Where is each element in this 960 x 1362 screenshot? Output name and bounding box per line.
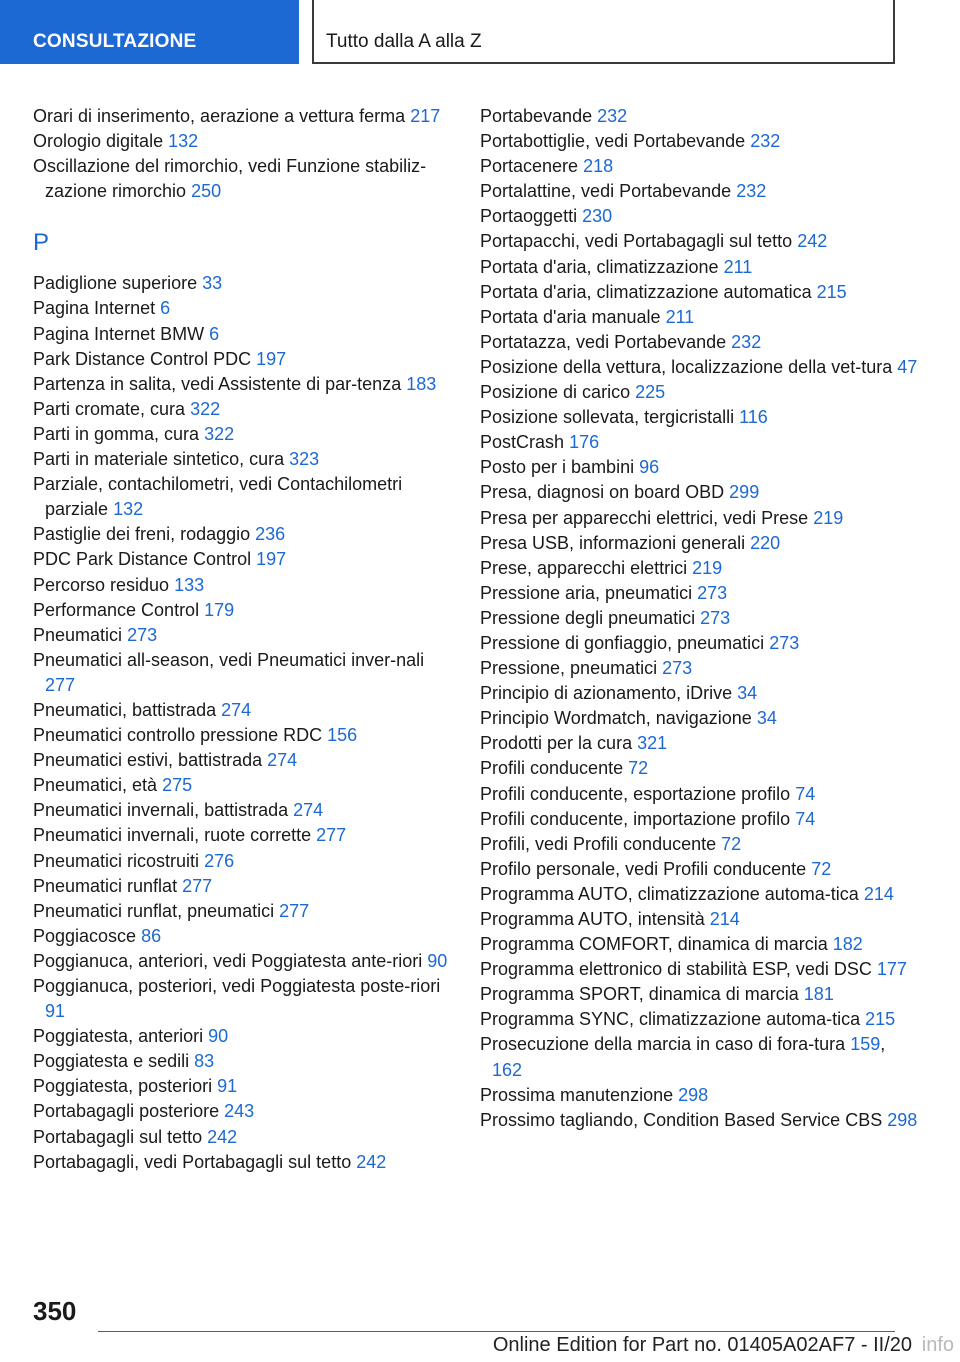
index-entry-text: Pneumatici, battistrada <box>33 699 217 720</box>
page-reference-link[interactable]: 273 <box>700 607 731 628</box>
index-entry <box>480 405 920 430</box>
index-entry-text: Parti cromate, cura <box>33 398 186 419</box>
index-entry-text: Portapacchi, vedi Portabagagli sul tetto <box>480 231 793 252</box>
index-entry-text: Poggiatesta, anteriori <box>33 1026 204 1047</box>
index-entry <box>33 322 458 347</box>
page-reference-link[interactable]: 183 <box>406 373 437 394</box>
page-reference-link[interactable]: 274 <box>293 800 324 821</box>
index-entry <box>33 422 458 447</box>
index-entry-text: Pneumatici invernali, ruote corrette <box>33 825 312 846</box>
index-entry <box>480 104 920 129</box>
index-entry-text: Profili conducente, esportazione profilo <box>480 783 791 804</box>
page-reference-link[interactable]: 243 <box>224 1101 255 1122</box>
page-reference-link[interactable]: 162 <box>492 1059 523 1080</box>
page-reference-link[interactable]: 182 <box>832 934 863 955</box>
index-entry <box>33 1024 458 1049</box>
page-reference-link[interactable]: 275 <box>162 775 193 796</box>
index-entry <box>33 547 458 572</box>
index-entry-text: Parti in materiale sintetico, cura <box>33 449 285 470</box>
index-entry <box>33 1125 458 1150</box>
page-reference-link[interactable]: 116 <box>739 407 768 428</box>
index-entry <box>33 397 458 422</box>
index-entry-text: Pagina Internet <box>33 298 156 319</box>
index-entry-text: Programma elettronico di stabilità ESP, vedi DSC <box>480 959 872 980</box>
index-entry-text: Padiglione superiore <box>33 273 198 294</box>
index-entry-text: Presa USB, informazioni generali <box>480 532 746 553</box>
index-entry-text: Portabottiglie, vedi Portabevande <box>480 131 746 152</box>
index-entry-text: Portabevande <box>480 106 593 126</box>
index-entry <box>33 949 458 974</box>
index-entry-text: Prese, apparecchi elettrici <box>480 557 688 578</box>
index-entry <box>480 506 920 531</box>
index-entry-text: Portatazza, vedi Portabevande <box>480 331 727 352</box>
index-entry-text: Profili conducente, importazione profilo <box>480 808 791 829</box>
index-entry <box>480 430 920 455</box>
page-reference-link[interactable]: 323 <box>289 449 320 470</box>
page-reference-link[interactable]: 133 <box>174 574 205 595</box>
index-entry-text: Pressione di gonfiaggio, pneumatici <box>480 632 765 653</box>
index-entry <box>480 656 920 681</box>
page-reference-link[interactable]: 217 <box>410 106 441 126</box>
index-entry-text: Pastiglie dei freni, rodaggio <box>33 524 251 545</box>
index-entry <box>480 681 920 706</box>
index-entry-text: Pneumatici estivi, battistrada <box>33 750 263 771</box>
index-entry <box>33 129 458 154</box>
page-reference-link[interactable]: 197 <box>256 549 287 570</box>
index-entry-text: Percorso residuo <box>33 574 170 595</box>
index-entry <box>33 623 458 648</box>
page-reference-link[interactable]: 132 <box>168 131 199 152</box>
page-reference-link[interactable]: 321 <box>637 733 668 754</box>
index-entry-text: Portabagagli sul tetto <box>33 1126 203 1147</box>
index-entry <box>33 1049 458 1074</box>
index-entry <box>480 631 920 656</box>
index-entry-text: Posizione sollevata, tergicristalli <box>480 407 735 428</box>
page-reference-link[interactable]: 242 <box>207 1126 238 1147</box>
page-reference-link[interactable]: 211 <box>723 256 753 277</box>
index-entry: Prosecuzione della marcia in caso di fora-tura 159, 162 <box>480 1034 886 1080</box>
index-entry <box>33 648 458 698</box>
page-reference-link[interactable]: 232 <box>736 181 767 202</box>
index-entry-text: Poggiacosce <box>33 925 137 946</box>
page-reference-link[interactable]: 215 <box>865 1009 896 1030</box>
page-reference-link[interactable]: 242 <box>356 1151 387 1172</box>
index-entry <box>480 581 920 606</box>
index-entry-text: Pneumatici invernali, battistrada <box>33 800 289 821</box>
index-entry <box>480 204 920 229</box>
page-reference-link[interactable]: 34 <box>756 708 777 729</box>
page-reference-link[interactable]: 91 <box>217 1076 238 1097</box>
page-reference-link[interactable]: 214 <box>863 883 894 904</box>
index-entry <box>480 982 920 1007</box>
page-reference-link[interactable]: 276 <box>204 850 235 871</box>
index-entry <box>33 472 458 522</box>
index-entry-text: Posto per i bambini <box>480 457 635 478</box>
page-reference-link[interactable]: 159 <box>850 1034 881 1055</box>
page-reference-link[interactable]: 322 <box>190 398 221 419</box>
index-entry-text: Principio Wordmatch, navigazione <box>480 708 752 729</box>
index-entry-text: Presa, diagnosi on board OBD <box>480 482 725 503</box>
index-entry-text: Programma AUTO, climatizzazione automa-tica <box>480 883 859 904</box>
index-entry <box>480 1083 920 1108</box>
index-entry <box>480 455 920 480</box>
footer-divider <box>98 1331 895 1332</box>
index-entry <box>480 154 920 179</box>
page-reference-link[interactable]: 83 <box>194 1051 215 1072</box>
watermark: info <box>921 1334 954 1356</box>
index-entry-text: Pagina Internet BMW <box>33 323 205 344</box>
page-reference-link[interactable]: 236 <box>255 524 286 545</box>
index-entry-text: Poggiatesta e sedili <box>33 1051 190 1072</box>
index-entry-text: Prossima manutenzione <box>480 1084 674 1105</box>
index-column-right <box>480 104 920 1133</box>
index-entry-text: Profili conducente <box>480 758 624 779</box>
index-entry <box>480 807 920 832</box>
page-reference-link[interactable]: 34 <box>737 683 758 704</box>
index-entry <box>480 756 920 781</box>
index-entry-text: Posizione della vettura, localizzazione della vet-tura <box>480 356 893 377</box>
edition-note: Online Edition for Part no. 01405A02AF7 - II/20 <box>492 1334 912 1356</box>
page-reference-link[interactable]: 197 <box>256 348 287 369</box>
index-entry-text: Pneumatici all-season, vedi Pneumatici inver-nali <box>33 649 425 670</box>
page-reference-link[interactable]: 277 <box>182 875 213 896</box>
page-reference-link[interactable]: 214 <box>709 909 740 929</box>
page-reference-link[interactable]: 90 <box>427 950 448 971</box>
page-reference-link[interactable]: 299 <box>729 482 760 503</box>
index-entry-text: Prosecuzione della marcia in caso di fora-tura <box>480 1034 846 1055</box>
index-entry-text: Pneumatici runflat <box>33 875 178 896</box>
index-entry-text: Poggianuca, anteriori, vedi Poggiatesta ante-riori <box>33 950 423 971</box>
index-entry-text: Poggiatesta, posteriori <box>33 1076 213 1097</box>
index-entry <box>33 823 458 848</box>
index-entry <box>480 330 920 355</box>
index-entry-text: Programma SYNC, climatizzazione automa-tica <box>480 1009 861 1030</box>
index-entry <box>480 932 920 957</box>
index-entry-text: Portacenere <box>480 156 579 177</box>
index-entry-text: Performance Control <box>33 599 200 620</box>
index-entry <box>33 522 458 547</box>
page-reference-link[interactable]: 6 <box>160 298 171 319</box>
index-entry-text: Portata d'aria, climatizzazione <box>480 256 719 277</box>
page-reference-link[interactable]: 132 <box>113 499 144 520</box>
index-entry-text: Programma AUTO, intensità <box>480 909 705 929</box>
page-reference-link[interactable]: 242 <box>797 231 828 252</box>
index-entry-text: PDC Park Distance Control <box>33 549 252 570</box>
index-entry-text: Orologio digitale <box>33 131 164 152</box>
index-entry <box>33 573 458 598</box>
page-reference-link[interactable]: 218 <box>583 156 614 177</box>
page-reference-link[interactable]: 156 <box>327 725 358 746</box>
page-reference-link[interactable]: 250 <box>191 181 222 202</box>
page-reference-link[interactable]: 6 <box>209 323 220 344</box>
page-reference-link[interactable]: 298 <box>887 1109 918 1130</box>
index-entry <box>33 154 458 204</box>
page-reference-link[interactable]: 219 <box>692 557 723 578</box>
index-entry-text: Principio di azionamento, iDrive <box>480 683 733 704</box>
page-reference-link[interactable]: 273 <box>697 582 728 603</box>
page-reference-link[interactable]: 273 <box>769 632 800 653</box>
index-entry-text: Profilo personale, vedi Profili conducente <box>480 858 807 879</box>
index-entry-text: Portaoggetti <box>480 206 578 227</box>
page-reference-link[interactable]: 322 <box>204 423 235 444</box>
index-entry-text: Programma COMFORT, dinamica di marcia <box>480 934 828 955</box>
index-entry-text: Pressione degli pneumatici <box>480 607 696 628</box>
index-entry-text: Posizione di carico <box>480 382 631 403</box>
index-entry <box>33 974 458 1024</box>
page-reference-link[interactable]: 72 <box>721 833 742 854</box>
index-entry-text: Portabagagli posteriore <box>33 1101 220 1122</box>
index-entry <box>480 857 920 882</box>
index-entry-text: Portalattine, vedi Portabevande <box>480 181 732 202</box>
page-reference-link[interactable]: 211 <box>665 306 695 327</box>
index-entry <box>480 355 920 380</box>
index-entry <box>480 957 920 982</box>
page-reference-link[interactable]: 47 <box>897 356 918 377</box>
page-reference-link[interactable]: 220 <box>750 532 781 553</box>
page-reference-link[interactable]: 230 <box>582 206 613 227</box>
page-reference-link[interactable]: 232 <box>750 131 781 152</box>
index-entry <box>480 280 920 305</box>
index-entry <box>480 882 920 907</box>
section-tab: CONSULTAZIONE <box>0 0 299 64</box>
index-entry <box>480 606 920 631</box>
page-reference-link[interactable]: 86 <box>141 925 162 946</box>
index-entry-text: Pneumatici <box>33 624 123 645</box>
index-entry-text: Parziale, contachilometri, vedi Contachilometri parziale <box>33 474 403 520</box>
index-entry-text: Prodotti per la cura <box>480 733 633 754</box>
index-entry-text: Portata d'aria manuale <box>480 306 661 327</box>
index-entry <box>33 874 458 899</box>
index-entry-text: Poggianuca, posteriori, vedi Poggiatesta poste-riori <box>33 976 441 996</box>
index-entry <box>480 556 920 581</box>
index-entry-text: Pneumatici controllo pressione RDC <box>33 725 323 746</box>
index-entry-text: Portata d'aria, climatizzazione automatica <box>480 281 812 302</box>
index-entry <box>480 782 920 807</box>
page-reference-link[interactable]: 232 <box>731 331 762 352</box>
index-entry <box>33 773 458 798</box>
page-reference-link[interactable]: 232 <box>597 106 628 126</box>
page-reference-link[interactable]: 274 <box>221 699 252 720</box>
page-reference-link[interactable]: 90 <box>208 1026 229 1047</box>
index-entry <box>480 255 920 280</box>
index-entry <box>33 924 458 949</box>
index-entry <box>33 899 458 924</box>
index-entry-text: Pressione, pneumatici <box>480 658 658 679</box>
index-entry <box>480 1007 920 1032</box>
index-entry <box>480 1108 920 1133</box>
index-entry <box>480 480 920 505</box>
index-entry <box>480 305 920 330</box>
index-entry <box>480 531 920 556</box>
index-entry <box>33 698 458 723</box>
index-entry-text: Presa per apparecchi elettrici, vedi Prese <box>480 507 809 528</box>
index-entry <box>33 849 458 874</box>
index-entry-text: Orari di inserimento, aerazione a vettura ferma <box>33 106 406 126</box>
index-entry <box>480 706 920 731</box>
page-reference-link[interactable]: 33 <box>202 273 223 294</box>
page-reference-link[interactable]: 74 <box>795 808 816 829</box>
index-entry-text: Pressione aria, pneumatici <box>480 582 693 603</box>
index-entry-text: Portabagagli, vedi Portabagagli sul tetto <box>33 1151 352 1172</box>
index-letter-heading: P <box>33 229 50 257</box>
index-entry <box>480 229 920 254</box>
index-entry-text: Pneumatici ricostruiti <box>33 850 200 871</box>
page-reference-link[interactable]: 225 <box>635 382 666 403</box>
index-column-left <box>33 104 458 1175</box>
page-reference-link[interactable]: 298 <box>678 1084 709 1105</box>
page-reference-link[interactable]: 219 <box>813 507 844 528</box>
index-entry-text: Park Distance Control PDC <box>33 348 252 369</box>
index-entry <box>33 1099 458 1124</box>
page-reference-link[interactable]: 96 <box>639 457 660 478</box>
index-entry-text: Prossimo tagliando, Condition Based Service CBS <box>480 1109 883 1130</box>
index-entry <box>480 832 920 857</box>
page-reference-link[interactable]: 176 <box>569 432 600 453</box>
page-reference-link[interactable]: 91 <box>45 1001 66 1022</box>
index-entry <box>33 447 458 472</box>
index-entry-text: Oscillazione del rimorchio, vedi Funzione stabiliz-zazione rimorchio <box>33 156 427 202</box>
index-entry-text: Pneumatici, età <box>33 775 158 796</box>
page-reference-link[interactable]: 273 <box>127 624 158 645</box>
index-entry <box>33 723 458 748</box>
index-entry <box>33 1074 458 1099</box>
page-reference-link[interactable]: 181 <box>803 984 834 1005</box>
page-reference-link[interactable]: 277 <box>316 825 347 846</box>
index-entry-text: Pneumatici runflat, pneumatici <box>33 900 275 921</box>
index-entry <box>480 731 920 756</box>
page-reference-link[interactable]: 273 <box>662 658 693 679</box>
page-reference-link[interactable]: 274 <box>267 750 298 771</box>
index-entry <box>33 748 458 773</box>
page-reference-link[interactable]: 215 <box>816 281 847 302</box>
index-entry <box>480 179 920 204</box>
index-entry-text: PostCrash <box>480 432 565 453</box>
page-reference-link[interactable]: 72 <box>628 758 649 779</box>
index-entry <box>480 380 920 405</box>
index-entry-text: Profili, vedi Profili conducente <box>480 833 717 854</box>
index-entry-text: Partenza in salita, vedi Assistente di par-tenza <box>33 373 402 394</box>
index-entry <box>33 347 458 372</box>
page-reference-link[interactable]: 74 <box>795 783 816 804</box>
index-entry <box>33 1150 458 1175</box>
index-entry <box>33 271 458 296</box>
index-entry <box>480 907 920 932</box>
page-reference-link[interactable]: 277 <box>279 900 310 921</box>
index-entry <box>480 129 920 154</box>
page-number: 350 <box>33 1296 77 1326</box>
page-reference-link[interactable]: 177 <box>876 959 907 980</box>
page-reference-link[interactable]: 277 <box>45 674 76 695</box>
page-reference-link[interactable]: 179 <box>204 599 235 620</box>
page-reference-link[interactable]: 72 <box>811 858 832 879</box>
index-entry <box>33 372 458 397</box>
index-entry <box>33 798 458 823</box>
index-entry-text: Parti in gomma, cura <box>33 423 200 444</box>
page-header-title: Tutto dalla A alla Z <box>312 0 895 64</box>
index-entry <box>33 598 458 623</box>
index-entry <box>33 104 458 129</box>
index-entry <box>33 296 458 321</box>
index-entry-text: Programma SPORT, dinamica di marcia <box>480 984 799 1005</box>
